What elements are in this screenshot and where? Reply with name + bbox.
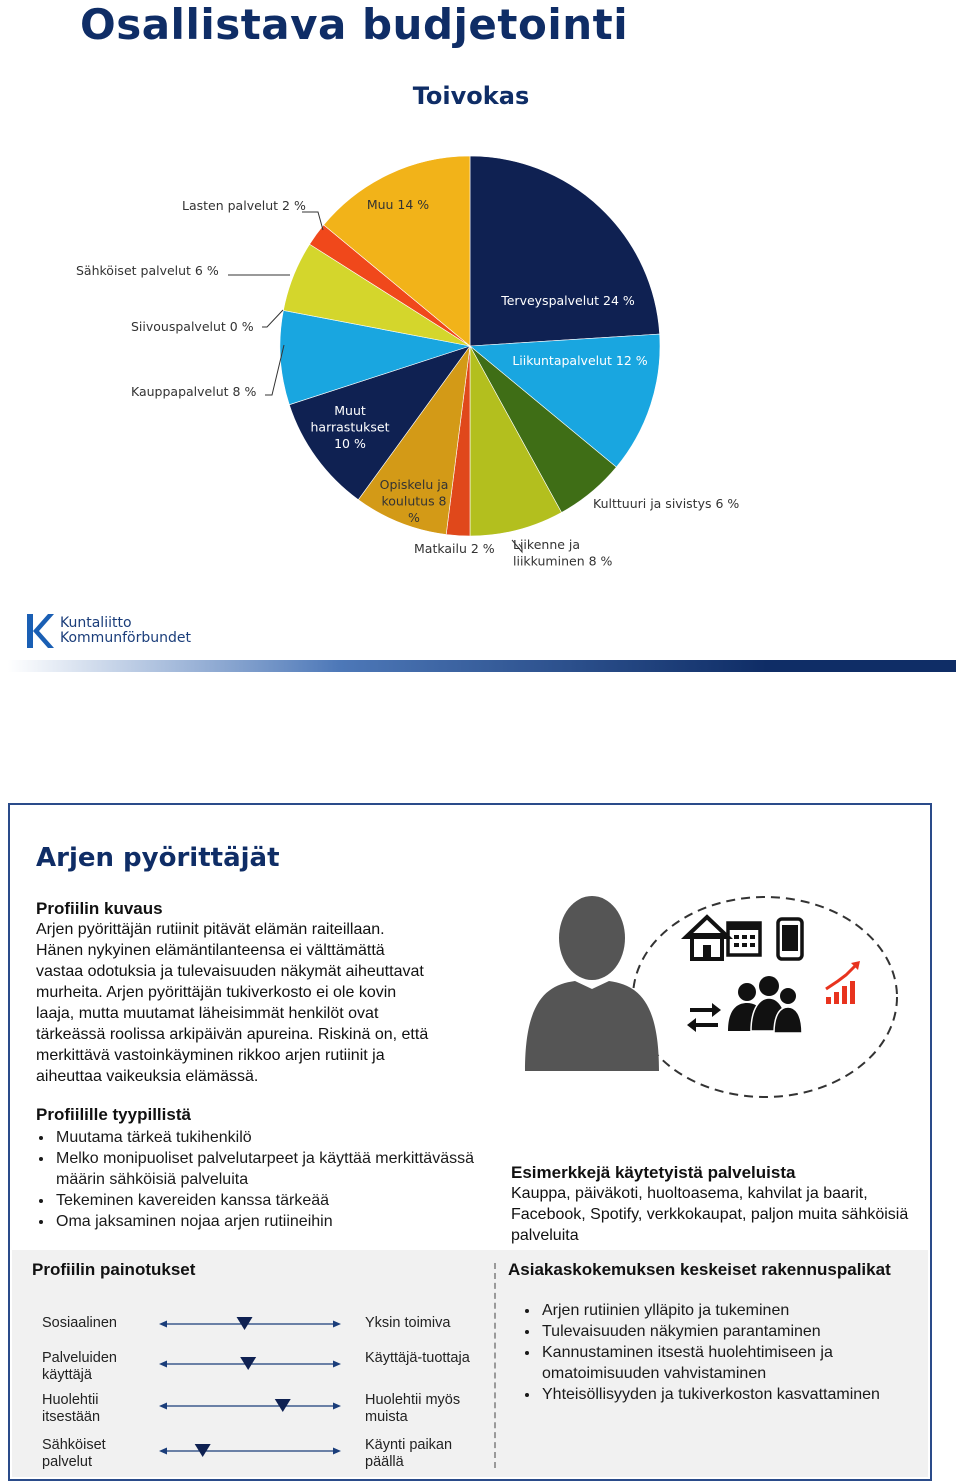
scale-right-label: Yksin toimiva bbox=[365, 1315, 451, 1331]
growth-chart-icon bbox=[826, 961, 860, 1004]
pie-label: Opiskelu ja koulutus 8 % bbox=[379, 477, 449, 525]
description-line: vastaa odotuksia ja tulevaisuuden näkymät aiheuttavat bbox=[36, 963, 424, 980]
leader-line bbox=[302, 212, 323, 230]
keys-section bbox=[522, 1300, 922, 1405]
pie-label: Sähköiset palvelut 6 % bbox=[76, 263, 219, 278]
profile-illustration bbox=[520, 893, 900, 1103]
panel-divider bbox=[494, 1263, 496, 1468]
pie-chart bbox=[0, 120, 960, 590]
description-line: laaja, mutta muutamat läheisimmät henkilöt ovat bbox=[36, 1005, 379, 1022]
pie-label: Muu 14 % bbox=[366, 197, 430, 212]
description-text bbox=[36, 919, 496, 1087]
scale-right-label: Huolehtii myös muista bbox=[365, 1392, 461, 1425]
typical-list bbox=[36, 1127, 496, 1232]
profile-typical bbox=[36, 1105, 496, 1232]
pie-label: Kulttuuri ja sivistys 6 % bbox=[593, 496, 740, 511]
scale-right-label: Käynti paikan päällä bbox=[365, 1437, 453, 1470]
exchange-arrows-icon bbox=[687, 1003, 721, 1032]
description-line: murheita. Arjen pyörittäjän tukiverkosto ei ole kovin bbox=[36, 984, 397, 1001]
scale-track bbox=[155, 1433, 345, 1463]
page-title: Osallistava budjetointi bbox=[80, 0, 629, 49]
pie-slice bbox=[470, 156, 660, 346]
footer-bar bbox=[8, 660, 956, 672]
home-icon bbox=[686, 917, 728, 959]
profile-card bbox=[8, 803, 932, 1481]
description-line: merkittävä vastoinkäyminen rikkoo arjen rutiinit ja bbox=[36, 1047, 385, 1064]
scale-track bbox=[155, 1346, 345, 1376]
phone-icon bbox=[778, 919, 802, 959]
person-icon bbox=[525, 896, 659, 1071]
weights-heading: Profiilin painotukset bbox=[32, 1260, 196, 1279]
scale-track bbox=[155, 1311, 345, 1341]
typical-item: • Muutama tärkeä tukihenkilö bbox=[54, 1127, 496, 1148]
logo-line-1: Kuntaliitto bbox=[60, 615, 132, 631]
leader-line bbox=[262, 310, 283, 327]
typical-item: • Melko monipuoliset palvelutarpeet ja käyttää merkittävässä määrin sähköisiä palveluita bbox=[54, 1148, 496, 1190]
typical-heading: Profiilille tyypillistä bbox=[36, 1105, 191, 1124]
scale-left-label: Palveluiden käyttäjä bbox=[42, 1350, 117, 1383]
examples-heading: Esimerkkejä käytetyistä palveluista bbox=[511, 1163, 796, 1182]
pie-label: Muut harrastukset 10 % bbox=[310, 403, 390, 451]
keys-heading: Asiakaskokemuksen keskeiset rakennuspalikat bbox=[508, 1260, 891, 1279]
key-item: • Yhteisöllisyyden ja tukiverkoston kasvattaminen bbox=[540, 1384, 922, 1405]
logo-line-2: Kommunförbundet bbox=[60, 630, 191, 646]
typical-item: • Oma jaksaminen nojaa arjen rutiineihin bbox=[54, 1211, 496, 1232]
examples-section bbox=[511, 1163, 926, 1246]
scale-left-label: Huolehtii itsestään bbox=[42, 1392, 101, 1425]
kuntaliitto-logo-icon bbox=[24, 612, 54, 650]
pie-label: Liikenne ja liikkuminen 8 % bbox=[513, 537, 613, 569]
kuntaliitto-logo bbox=[24, 612, 191, 650]
typical-item: • Tekeminen kavereiden kanssa tärkeää bbox=[54, 1190, 496, 1211]
description-line: Hänen nykyinen elämäntilanteensa ei välttämättä bbox=[36, 942, 385, 959]
scale-right-label: Käyttäjä-tuottaja bbox=[365, 1350, 470, 1366]
keys-list bbox=[522, 1300, 922, 1405]
description-line: aiheuttaa vaikeuksia elämässä. bbox=[36, 1068, 259, 1085]
profile-description bbox=[36, 899, 496, 1087]
group-icon bbox=[728, 976, 802, 1033]
pie-label: Liikuntapalvelut 12 % bbox=[512, 353, 648, 368]
pie-label: Lasten palvelut 2 % bbox=[182, 198, 306, 213]
pie-label: Kauppapalvelut 8 % bbox=[131, 384, 257, 399]
description-line: Arjen pyörittäjän rutiinit pitävät elämän raiteillaan. bbox=[36, 921, 385, 938]
pie-label: Terveyspalvelut 24 % bbox=[501, 293, 635, 308]
scale-track bbox=[155, 1388, 345, 1418]
examples-text: Kauppa, päiväkoti, huoltoasema, kahvilat ja baarit, Facebook, Spotify, verkkokaupat, paljon muita sähköisiä palveluita bbox=[511, 1185, 909, 1244]
scale-left-label: Sosiaalinen bbox=[42, 1315, 117, 1331]
description-line: tärkeässä roolissa arkipäivän apureina. Riskinä on, että bbox=[36, 1026, 429, 1043]
key-item: • Kannustaminen itsestä huolehtimiseen ja omatoimisuuden vahvistaminen bbox=[540, 1342, 922, 1384]
profile-title: Arjen pyörittäjät bbox=[36, 843, 280, 873]
description-heading: Profiilin kuvaus bbox=[36, 899, 163, 918]
pie-label: Siivouspalvelut 0 % bbox=[131, 319, 254, 334]
key-item: • Tulevaisuuden näkymien parantaminen bbox=[540, 1321, 922, 1342]
chart-title: Toivokas bbox=[412, 82, 530, 110]
scale-left-label: Sähköiset palvelut bbox=[42, 1437, 106, 1470]
key-item: • Arjen rutiinien ylläpito ja tukeminen bbox=[540, 1300, 922, 1321]
pie-label: Matkailu 2 % bbox=[414, 541, 495, 556]
